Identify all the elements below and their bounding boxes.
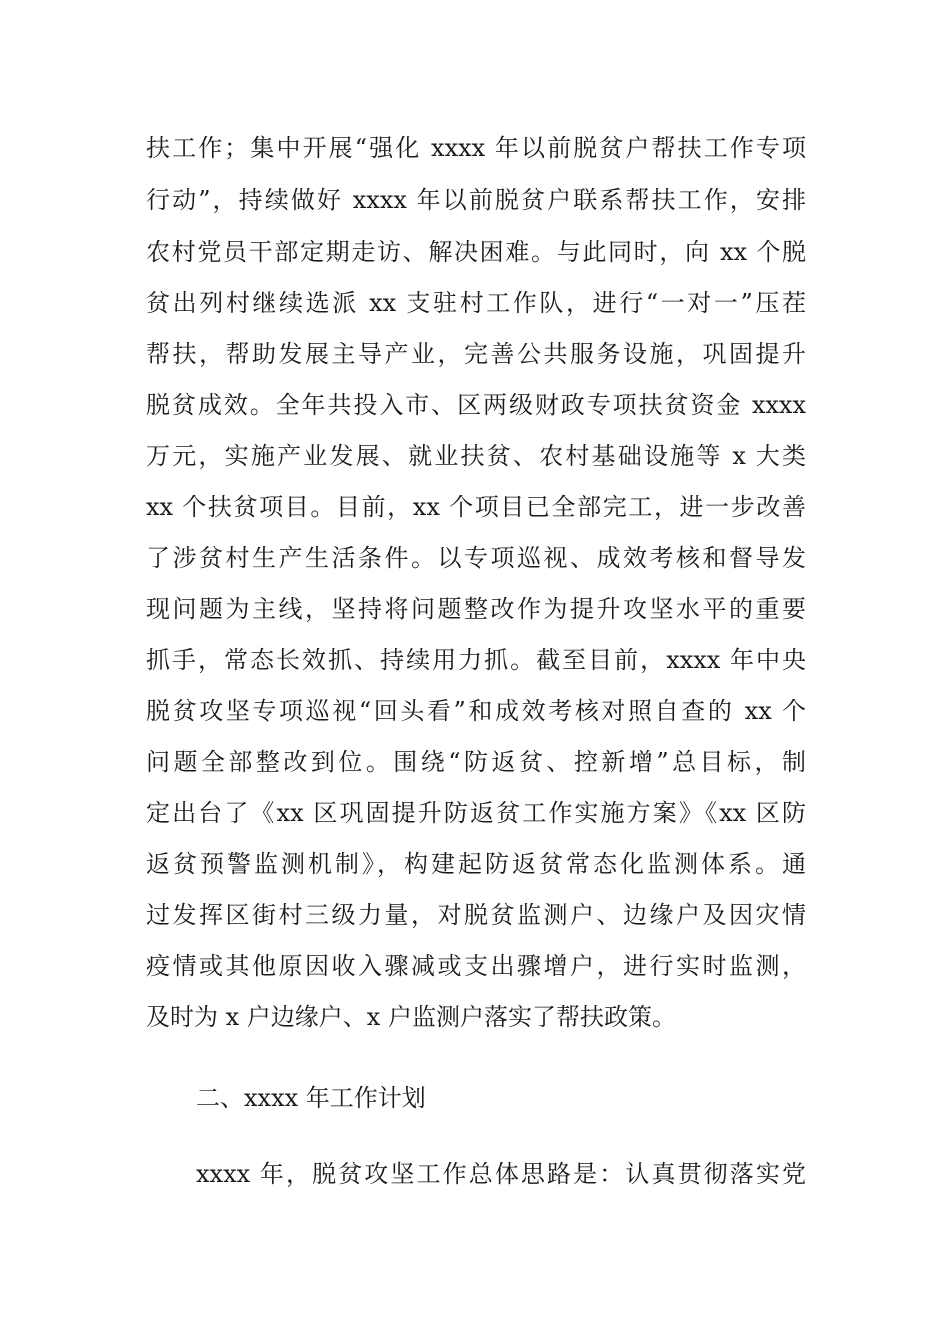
paragraph-line: 过发挥区街村三级力量，对脱贫监测户、边缘户及因灾情 [146,901,806,929]
paragraph-line: 返贫预警监测机制》，构建起防返贫常态化监测体系。通 [146,850,806,878]
paragraph-line: 定出台了《xx 区巩固提升防返贫工作实施方案》《xx 区防 [146,799,806,827]
paragraph-line: xx 个扶贫项目。目前，xx 个项目已全部完工，进一步改善 [146,493,806,521]
paragraph-line: 行动”，持续做好 xxxx 年以前脱贫户联系帮扶工作，安排 [146,186,806,214]
paragraph-line: 万元，实施产业发展、就业扶贫、农村基础设施等 x 大类 [146,442,806,470]
paragraph-line: 抓手，常态长效抓、持续用力抓。截至目前，xxxx 年中央 [146,646,806,674]
paragraph-line: 脱贫成效。全年共投入市、区两级财政专项扶贫资金 xxxx [146,391,806,419]
paragraph-line: 扶工作；集中开展“强化 xxxx 年以前脱贫户帮扶工作专项 [146,134,806,162]
section-heading: 二、xxxx 年工作计划 [196,1084,426,1112]
paragraph-line: 疫情或其他原因收入骤减或支出骤增户，进行实时监测， [146,952,806,980]
paragraph-line: 现问题为主线，坚持将问题整改作为提升攻坚水平的重要 [146,595,806,623]
paragraph-line: 贫出列村继续选派 xx 支驻村工作队，进行“一对一”压茬 [146,289,806,317]
paragraph-line: 了涉贫村生产生活条件。以专项巡视、成效考核和督导发 [146,544,806,572]
paragraph-line: 脱贫攻坚专项巡视“回头看”和成效考核对照自查的 xx 个 [146,697,806,725]
paragraph-line: 帮扶，帮助发展主导产业，完善公共服务设施，巩固提升 [146,340,806,368]
paragraph-line: 农村党员干部定期走访、解决困难。与此同时，向 xx 个脱 [146,238,806,266]
paragraph-line: xxxx 年，脱贫攻坚工作总体思路是：认真贯彻落实党 [196,1160,806,1188]
paragraph-line: 及时为 x 户边缘户、x 户监测户落实了帮扶政策。 [146,1003,676,1031]
paragraph-line: 问题全部整改到位。围绕“防返贫、控新增”总目标，制 [146,748,806,776]
